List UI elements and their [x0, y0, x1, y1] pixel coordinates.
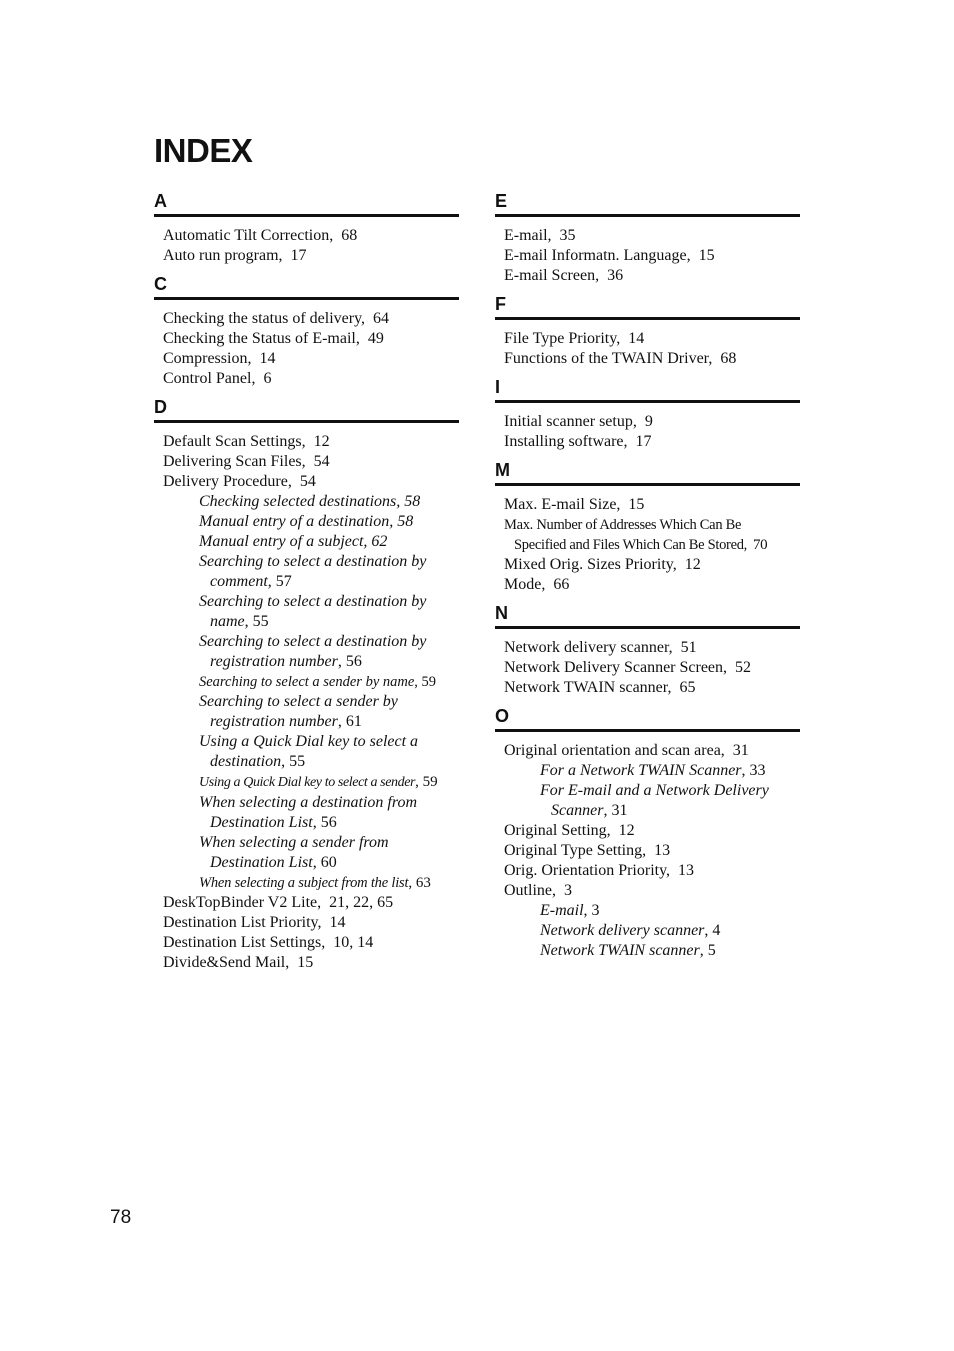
index-section-a [154, 190, 459, 266]
index-subentry: Network TWAIN scanner, 5 [540, 942, 716, 959]
section-letter: M [495, 459, 800, 486]
index-subentry: For a Network TWAIN Scanner, 33 [540, 762, 766, 779]
index-entry: File Type Priority, 14 [504, 330, 645, 347]
index-entry: E-mail Screen, 36 [504, 267, 624, 284]
section-letter: F [495, 293, 800, 320]
index-subentry: E-mail, 3 [540, 902, 600, 919]
section-letter: I [495, 376, 800, 403]
entry-list [154, 423, 459, 973]
index-entry: Control Panel, 6 [163, 370, 272, 387]
index-section-o [495, 705, 800, 961]
entry-list [495, 403, 800, 452]
index-entry: Destination List Settings, 10, 14 [163, 934, 374, 951]
index-subentry: Checking selected destinations, 58 [199, 493, 421, 510]
index-section-n [495, 602, 800, 698]
entry-list [495, 320, 800, 369]
index-entry: Auto run program, 17 [163, 247, 307, 264]
index-section-f [495, 293, 800, 369]
index-subentry: When selecting a sender from [199, 834, 389, 851]
section-letter: E [495, 190, 800, 217]
index-subentry-continuation: comment, 57 [210, 573, 292, 590]
index-subentry: For E-mail and a Network Delivery [540, 782, 769, 799]
index-subentry-continuation: Destination List, 56 [210, 814, 337, 831]
index-entry: Delivery Procedure, 54 [163, 473, 316, 490]
index-subentry: When selecting a destination from [199, 794, 418, 811]
entry-list [495, 629, 800, 698]
entry-list [495, 732, 800, 961]
entry-list [154, 300, 459, 389]
index-entry: Checking the Status of E-mail, 49 [163, 330, 384, 347]
index-section-c [154, 273, 459, 389]
index-entry: Mixed Orig. Sizes Priority, 12 [504, 556, 701, 573]
index-subentry: Manual entry of a destination, 58 [199, 513, 414, 530]
section-letter: A [154, 190, 459, 217]
index-subentry: Searching to select a sender by [199, 693, 398, 710]
index-subentry: Using a Quick Dial key to select a [199, 733, 419, 750]
index-entry: Original Type Setting, 13 [504, 842, 671, 859]
index-subentry: Using a Quick Dial key to select a sender, 59 [199, 774, 438, 790]
index-subentry-continuation: registration number, 56 [210, 653, 362, 670]
index-subentry-continuation: Scanner, 31 [551, 802, 628, 819]
index-subentry: Searching to select a destination by [199, 633, 427, 650]
index-entry: Automatic Tilt Correction, 68 [163, 227, 358, 244]
page-title: INDEX [154, 132, 253, 169]
index-entry: Divide&Send Mail, 15 [163, 954, 314, 971]
index-entry: DeskTopBinder V2 Lite, 21, 22, 65 [163, 894, 394, 911]
index-entry: Initial scanner setup, 9 [504, 413, 653, 430]
index-entry: Checking the status of delivery, 64 [163, 310, 390, 327]
index-subentry: Manual entry of a subject, 62 [199, 533, 388, 550]
index-entry: Network delivery scanner, 51 [504, 639, 697, 656]
index-entry: Compression, 14 [163, 350, 276, 367]
index-entry: Max. E-mail Size, 15 [504, 496, 645, 513]
index-entry: Original Setting, 12 [504, 822, 635, 839]
entry-list [154, 217, 459, 266]
section-letter: N [495, 602, 800, 629]
index-section-d [154, 396, 459, 973]
index-column-right [495, 190, 800, 968]
index-subentry-continuation: registration number, 61 [210, 713, 362, 730]
index-entry: Orig. Orientation Priority, 13 [504, 862, 695, 879]
section-letter: O [495, 705, 800, 732]
index-section-m [495, 459, 800, 595]
section-letter: D [154, 396, 459, 423]
index-entry: Installing software, 17 [504, 433, 652, 450]
index-section-e [495, 190, 800, 286]
index-entry: Outline, 3 [504, 882, 572, 899]
index-subentry-continuation: destination, 55 [210, 753, 306, 770]
index-entry: Default Scan Settings, 12 [163, 433, 330, 450]
index-entry: Network Delivery Scanner Screen, 52 [504, 659, 752, 676]
index-subentry: Searching to select a destination by [199, 593, 427, 610]
index-entry: Original orientation and scan area, 31 [504, 742, 749, 759]
entry-list [495, 217, 800, 286]
index-entry: E-mail Informatn. Language, 15 [504, 247, 715, 264]
entry-list [495, 486, 800, 595]
index-entry: Mode, 66 [504, 576, 570, 593]
index-entry: Destination List Priority, 14 [163, 914, 346, 931]
index-subentry: Searching to select a destination by [199, 553, 427, 570]
index-entry: Functions of the TWAIN Driver, 68 [504, 350, 737, 367]
index-entry-continuation: Specified and Files Which Can Be Stored, 70 [514, 537, 768, 553]
section-letter: C [154, 273, 459, 300]
index-subentry: Network delivery scanner, 4 [540, 922, 721, 939]
index-subentry-continuation: name, 55 [210, 613, 269, 630]
index-subentry: When selecting a subject from the list, 63 [199, 875, 431, 891]
index-entry: Delivering Scan Files, 54 [163, 453, 330, 470]
index-entry: E-mail, 35 [504, 227, 576, 244]
index-subentry: Searching to select a sender by name, 59 [199, 674, 437, 690]
index-section-i [495, 376, 800, 452]
index-entry: Network TWAIN scanner, 65 [504, 679, 696, 696]
page-number: 78 [110, 1207, 132, 1228]
index-entry: Max. Number of Addresses Which Can Be [504, 517, 742, 533]
index-column-left [154, 190, 459, 980]
index-subentry-continuation: Destination List, 60 [210, 854, 337, 871]
